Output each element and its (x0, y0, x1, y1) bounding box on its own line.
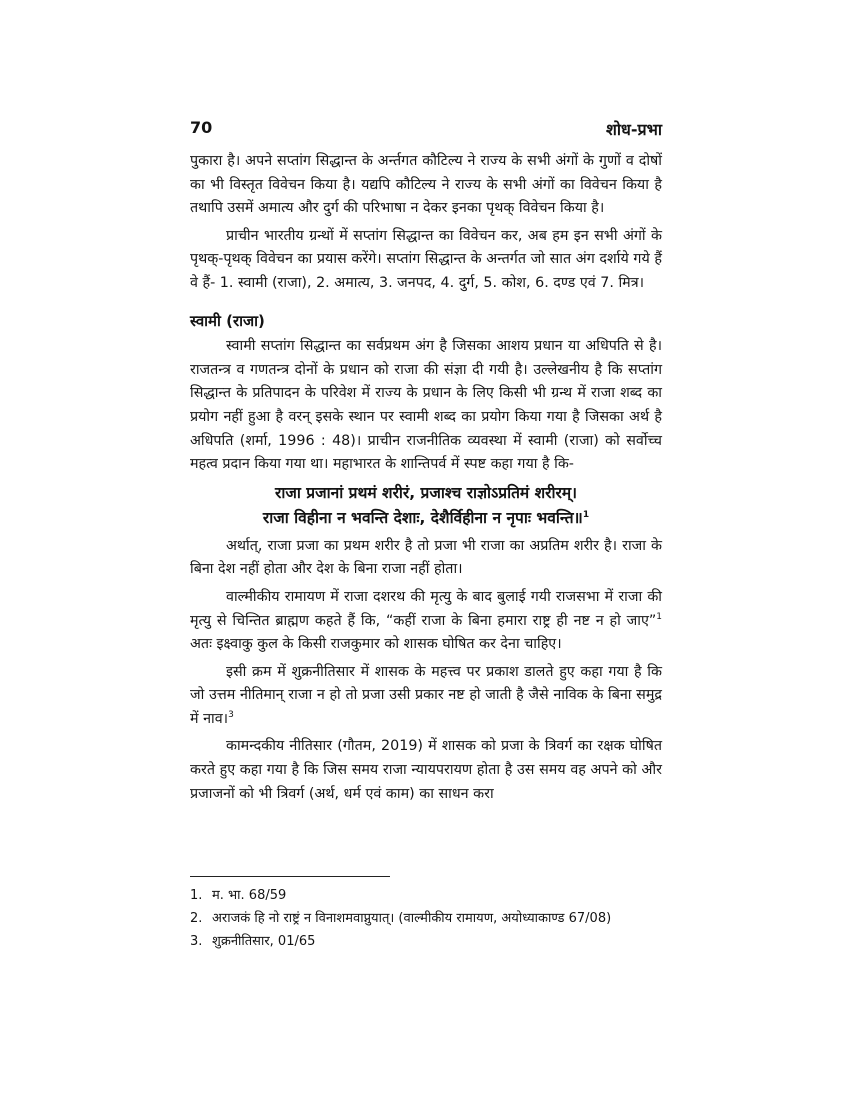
paragraph: पुकारा है। अपने सप्तांग सिद्धान्त के अर्न्तगत कौटिल्य ने राज्य के सभी अंगों के गुणों व दोषों का भी विस्तृत विवेचन किया है। यद्यपि कौटिल्य ने राज्य के सभी अंगों का विवेचन किया है तथापि उसमें अमात्य और दुर्ग की परिभाषा न देकर इनका पृथक् विवेचन किया है। (190, 153, 662, 217)
paragraph: प्राचीन भारतीय ग्रन्थों में सप्तांग सिद्धान्त का विवेचन कर, अब हम इन सभी अंगों के पृथक्-पृथक् विवेचन का प्रयास करेंगे। सप्तांग सिद्धान्त के अन्तर्गत जो सात अंग दर्शाये गये हैं वे हैं- 1. स्वामी (राजा), 2. अमात्य, 3. जनपद, 4. दुर्ग, 5. कोश, 6. दण्ड एवं 7. मित्र। (190, 227, 662, 291)
footnote-marker: 3 (228, 710, 234, 721)
paragraph-text: इसी क्रम में शुक्रनीतिसार में शासक के महत्त्व पर प्रकाश डालते हुए कहा गया है कि जो उत्तम नीतिमान् राजा न हो तो प्रजा उसी प्रकार नष्ट हो जाती है जैसे नाविक के बिना समुद्र में नाव। (190, 663, 662, 727)
footnote-text: म. भा. 68/59 (212, 888, 287, 903)
paragraph: कामन्दकीय नीतिसार (गौतम, 2019) में शासक को प्रजा के त्रिवर्ग का रक्षक घोषित करते हुए कहा गया है कि जिस समय राजा न्यायपरायण होता है उस समय वह अपने को और प्रजाजनों को भी त्रिवर्ग (अर्थ, धर्म एवं काम) का साधन करा (190, 738, 662, 802)
verse-line-2-text: राजा विहीना न भवन्ति देशाः, देशैर्विहीना न नृपाः भवन्ति॥ (262, 508, 583, 527)
paragraph (190, 661, 662, 732)
footnote-marker: 1 (656, 611, 662, 622)
footnote-text: शुक्रनीतिसार, 01/65 (212, 934, 316, 949)
verse-block (190, 481, 662, 531)
footnotes (190, 884, 670, 953)
footnote-marker: 1 (582, 509, 590, 520)
paragraph: अर्थात्, राजा प्रजा का प्रथम शरीर है तो प्रजा भी राजा का अप्रतिम शरीर है। राजा के बिना देश नहीं होता और देश के बिना राजा नहीं होता। (190, 537, 662, 578)
paragraph (190, 586, 662, 657)
paragraph: स्वामी सप्तांग सिद्धान्त का सर्वप्रथम अंग है जिसका आशय प्रधान या अधिपति से है। राजतन्त्र व गणतन्त्र दोनों के प्रधान को राजा की संज्ञा दी गयी है। उल्लेखनीय है कि सप्तांग सिद्धान्त के प्रतिपादन के परिवेश में राज्य के प्रधान के लिए किसी भी ग्रन्थ में राजा शब्द का प्रयोग नहीं हुआ है वरन् इसके स्थान पर स्वामी शब्द का प्रयोग किया गया है जिसका अर्थ है अधिपति (शर्मा, 1996 : 48)। प्राचीन राजनीतिक व्यवस्था में स्वामी (राजा) को सर्वोच्च महत्व प्रदान किया गया था। महाभारत के शान्तिपर्व में स्पष्ट कहा गया है कि- (190, 338, 662, 473)
paragraph-text: वाल्मीकीय रामायण में राजा दशरथ की मृत्यु के बाद बुलाई गयी राजसभा में राजा की मृत्यु से चिन्तित ब्राह्मण कहते हैं कि, “कहीं राजा के बिना हमारा राष्ट्र ही नष्ट न हो जाए” (190, 588, 662, 629)
verse-line-1: राजा प्रजानां प्रथमं शरीरं, प्रजाश्च राज्ञोऽप्रतिमं शरीरम्। (275, 483, 577, 502)
paragraph-text: अतः इक्ष्वाकु कुल के किसी राजकुमार को शासक घोषित कर देना चाहिए। (190, 636, 562, 653)
page-number: 70 (190, 118, 213, 137)
verse-line-2 (190, 506, 662, 531)
footnote (190, 884, 670, 907)
footnote (190, 930, 670, 953)
section-heading: स्वामी (राजा) (190, 311, 265, 330)
running-title: शोध-प्रभा (605, 120, 662, 139)
page-header (190, 118, 662, 140)
footnote-text: अराजकं हि नो राष्ट्रं न विनाशमवाप्नुयात्। (वाल्मीकीय रामायण, अयोध्याकाण्ड 67/08) (212, 911, 612, 926)
footnote-number: 3. (190, 934, 203, 949)
footnote-number: 2. (190, 911, 203, 926)
footnote-number: 1. (190, 888, 203, 903)
footnote (190, 907, 670, 930)
body-text (190, 150, 662, 810)
footnote-divider (190, 876, 390, 877)
